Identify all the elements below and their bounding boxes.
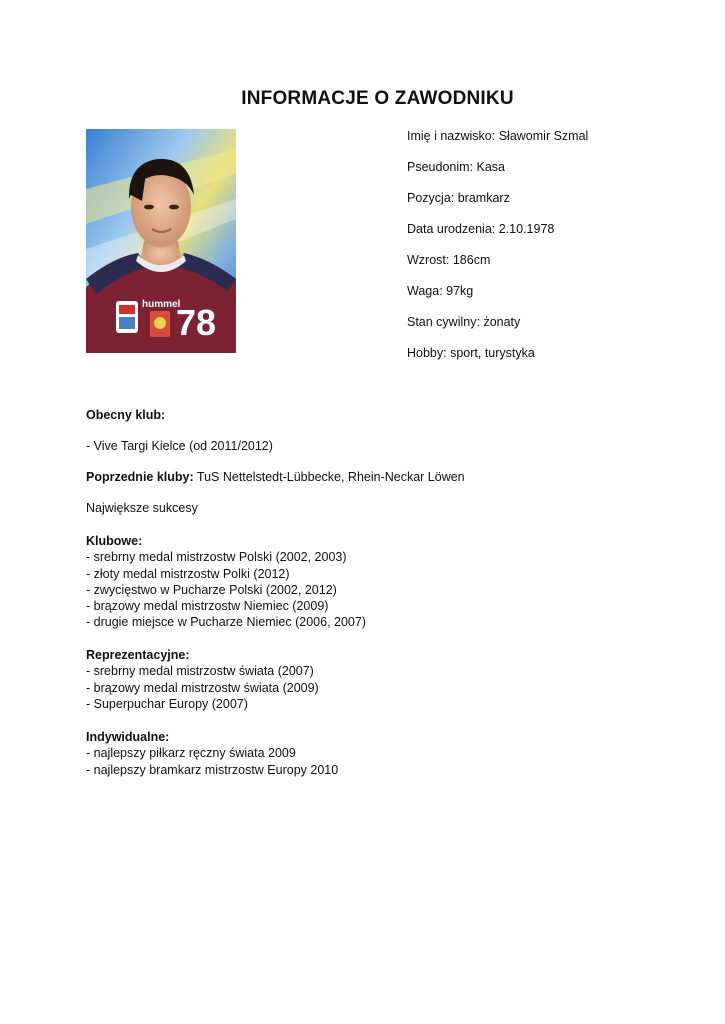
info-label: Pozycja:	[407, 191, 455, 205]
info-row	[407, 283, 588, 314]
info-value: sport, turystyka	[450, 346, 535, 360]
info-row	[407, 345, 588, 376]
info-label: Wzrost:	[407, 253, 450, 267]
player-info	[407, 128, 588, 376]
current-club-value: Vive Targi Kielce (od 2011/2012)	[93, 439, 273, 453]
list-item: - srebrny medal mistrzostw Polski (2002, 2003)	[86, 549, 366, 565]
individual-achievements-list	[86, 745, 338, 778]
info-value: Kasa	[476, 160, 505, 174]
page-title: INFORMACJE O ZAWODNIKU	[241, 88, 514, 109]
list-item: - srebrny medal mistrzostw świata (2007)	[86, 663, 319, 679]
info-row	[407, 314, 588, 345]
info-row	[407, 252, 588, 283]
club-achievements-heading: Klubowe:	[86, 534, 143, 548]
list-item: - najlepszy bramkarz mistrzostw Europy 2010	[86, 762, 338, 778]
info-value: 2.10.1978	[498, 222, 555, 236]
info-value: Sławomir Szmal	[498, 129, 589, 143]
list-item: - najlepszy piłkarz ręczny świata 2009	[86, 745, 338, 761]
info-label: Data urodzenia:	[407, 222, 496, 236]
info-row	[407, 128, 588, 159]
club-achievements	[86, 533, 366, 631]
previous-clubs-label: Poprzednie kluby:	[86, 470, 194, 484]
info-label: Hobby:	[407, 346, 447, 360]
current-club-item: - Vive Targi Kielce (od 2011/2012)	[86, 439, 273, 453]
club-achievements-list	[86, 549, 366, 630]
jersey-number: 78	[176, 302, 217, 343]
national-achievements	[86, 647, 319, 712]
player-photo	[86, 129, 236, 353]
info-row	[407, 190, 588, 221]
list-item: - Superpuchar Europy (2007)	[86, 696, 319, 712]
info-value: żonaty	[483, 315, 521, 329]
info-row	[407, 221, 588, 252]
info-value: 186cm	[452, 253, 491, 267]
individual-achievements	[86, 729, 338, 778]
info-label: Waga:	[407, 284, 443, 298]
list-item: - złoty medal mistrzostw Polki (2012)	[86, 566, 366, 582]
list-item: - zwycięstwo w Pucharze Polski (2002, 2012)	[86, 582, 366, 598]
list-item: - brązowy medal mistrzostw świata (2009)	[86, 680, 319, 696]
successes-heading: Największe sukcesy	[86, 501, 198, 515]
info-value: bramkarz	[457, 191, 510, 205]
info-row	[407, 159, 588, 190]
list-item: - drugie miejsce w Pucharze Niemiec (2006, 2007)	[86, 614, 366, 630]
jersey-brand: hummel	[142, 299, 181, 310]
national-achievements-list	[86, 663, 319, 712]
info-label: Pseudonim:	[407, 160, 474, 174]
list-item: - brązowy medal mistrzostw Niemiec (2009)	[86, 598, 366, 614]
info-value: 97kg	[446, 284, 474, 298]
previous-clubs	[86, 469, 465, 485]
national-achievements-heading: Reprezentacyjne:	[86, 648, 190, 662]
info-label: Stan cywilny:	[407, 315, 480, 329]
info-label: Imię i nazwisko:	[407, 129, 496, 143]
individual-achievements-heading: Indywidualne:	[86, 730, 170, 744]
current-club-section	[86, 407, 165, 423]
previous-clubs-value: TuS Nettelstedt-Lübbecke, Rhein-Neckar Löwen	[196, 470, 465, 484]
current-club-heading: Obecny klub:	[86, 408, 166, 422]
